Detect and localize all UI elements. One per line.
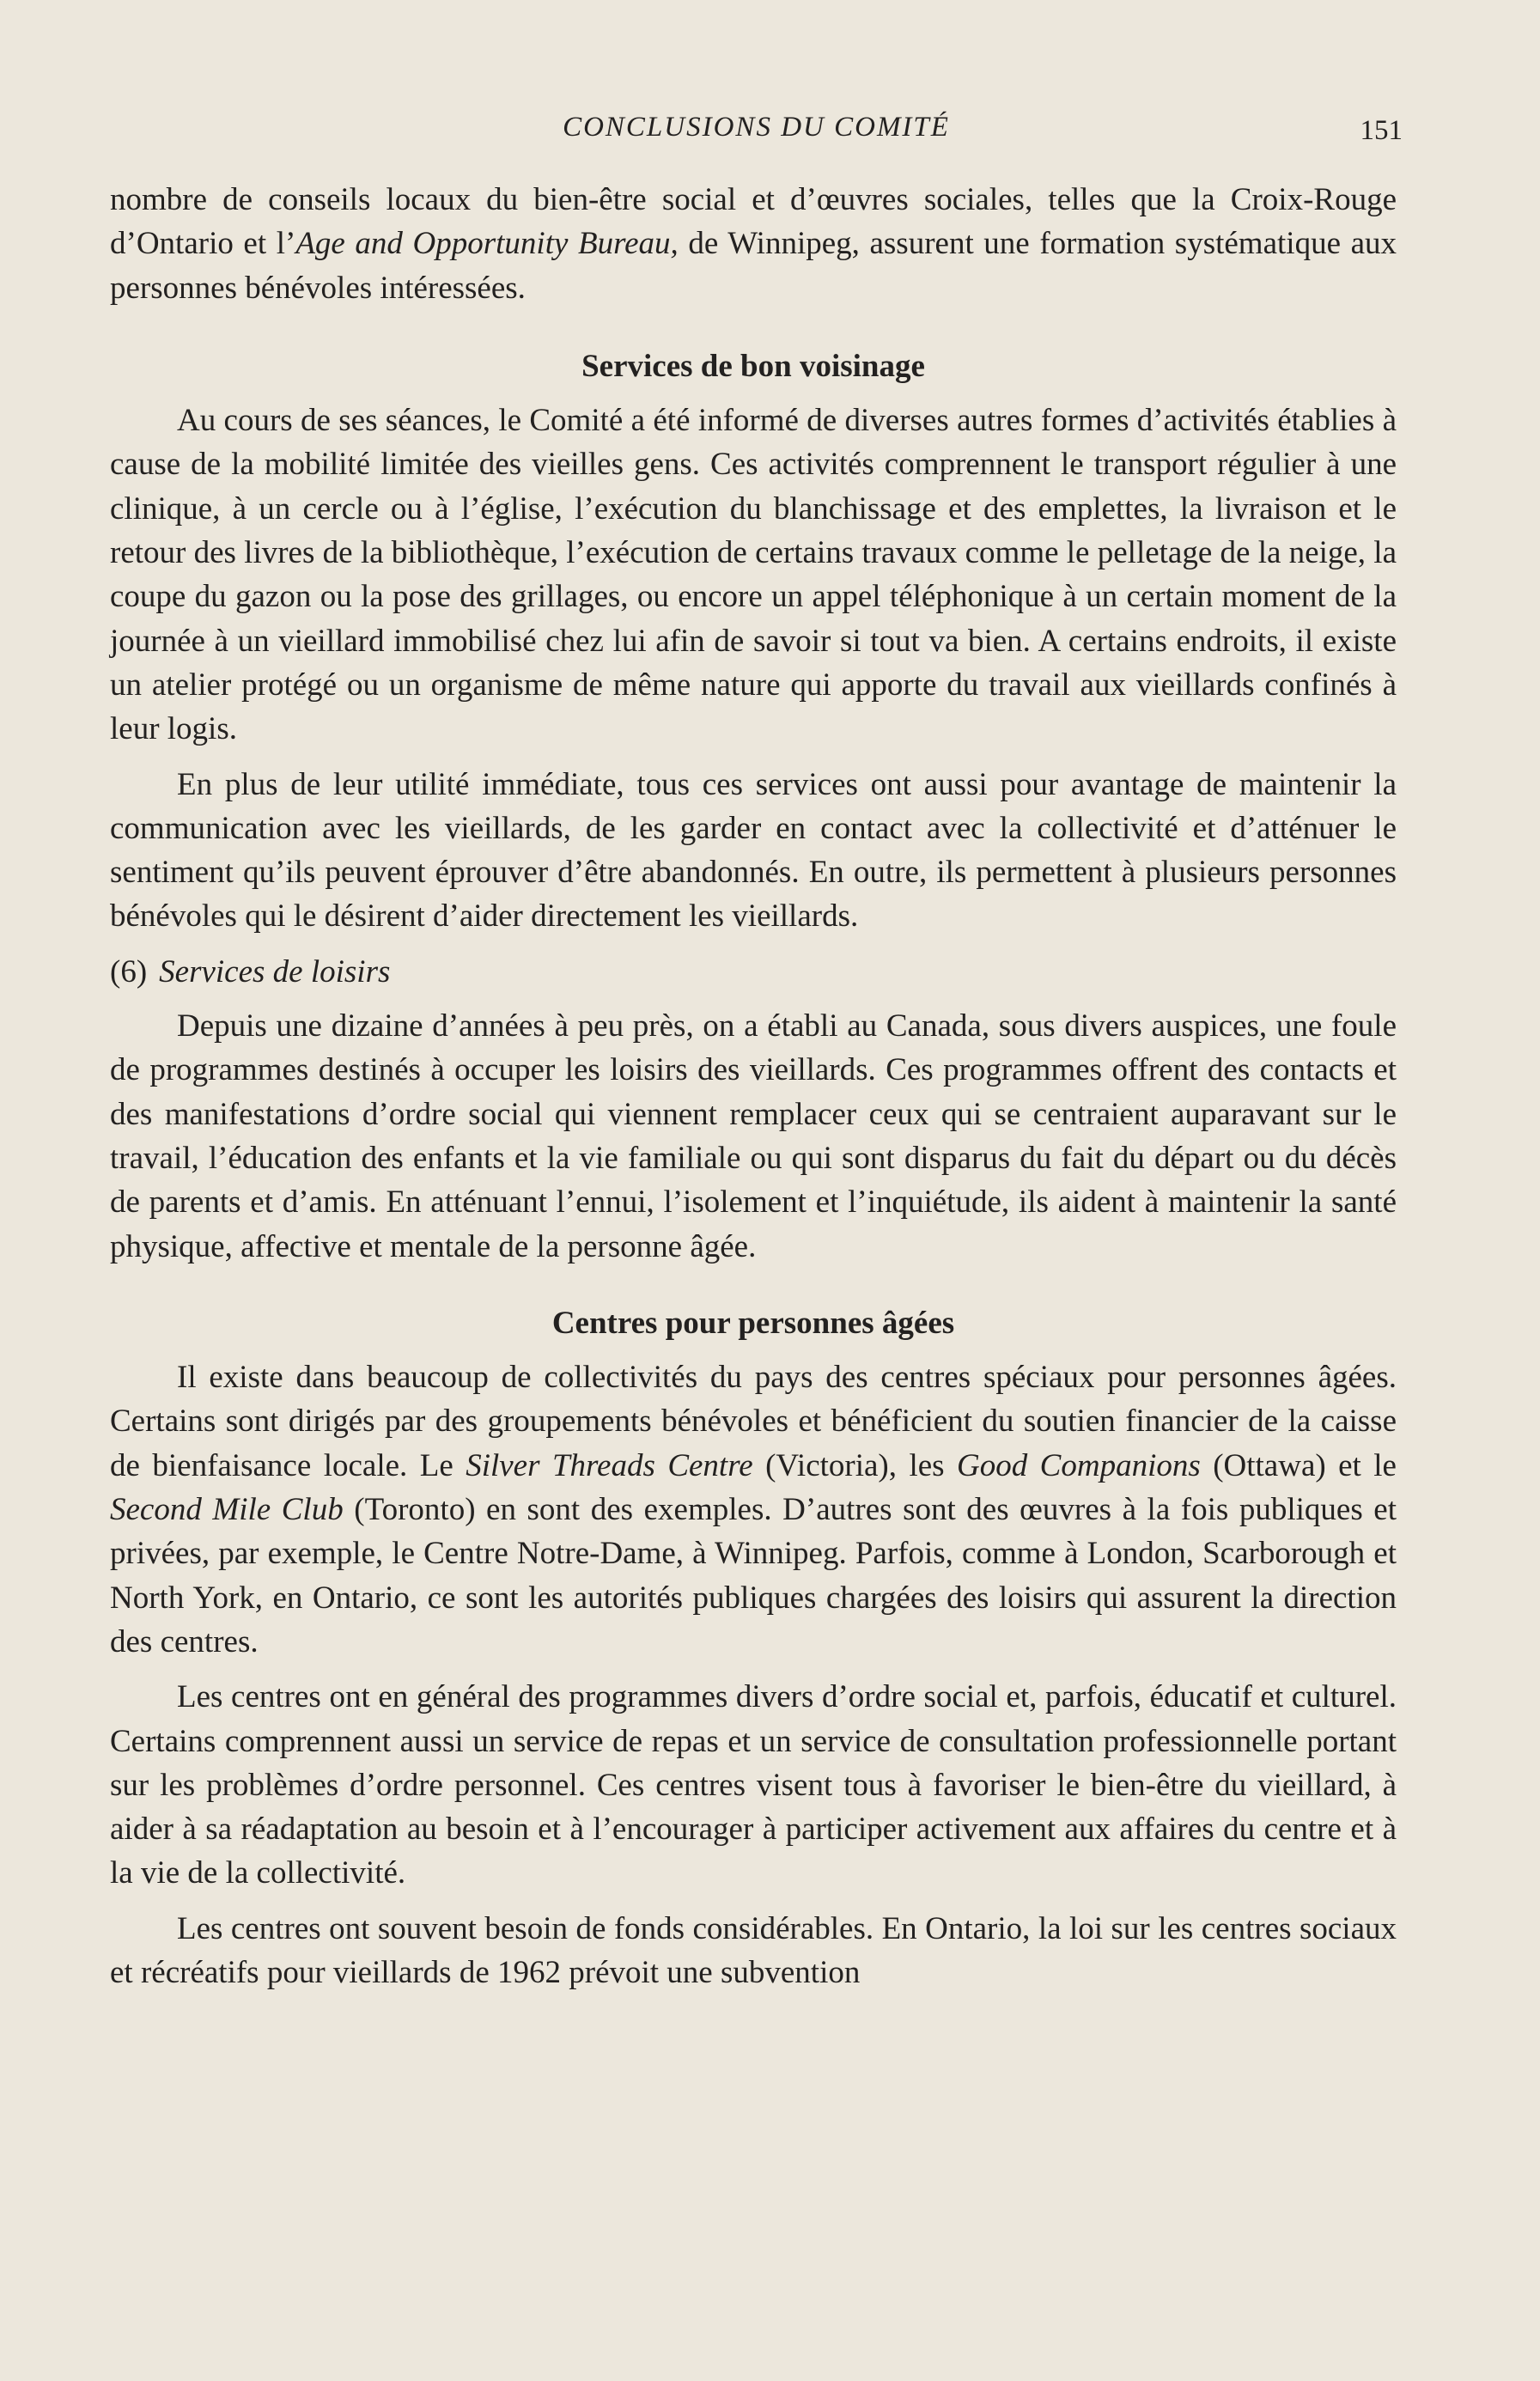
page-header xyxy=(110,107,1403,149)
organization-name: Silver Threads Centre xyxy=(466,1447,753,1483)
subsection-title: Services de loisirs xyxy=(159,953,391,990)
section-heading-centres-personnes-agees: Centres pour personnes âgées xyxy=(551,1305,955,1341)
subsection-number: (6) xyxy=(110,953,148,990)
text-run: (Toronto) en sont des exemples. D’autres sont des œuvres à la fois publiques et privées, par exemple, le Centre Notre-Dame, à Winnipeg. Parfois, comme à London, Scarborough et North York, en Ontario, ce sont les autorités publiques chargées des loisirs qui assurent la direction des centres. xyxy=(110,1492,1397,1659)
subsection-heading-loisirs xyxy=(110,950,1397,994)
section-heading-services-bon-voisinage: Services de bon voisinage xyxy=(581,348,925,384)
paragraph: Les centres ont souvent besoin de fonds considérables. En Ontario, la loi sur les centres sociaux et récréatifs pour vieillards de 1962 prévoit une subvention xyxy=(110,1910,1397,1990)
paragraph: En plus de leur utilité immédiate, tous ces services ont aussi pour avantage de maintenir la communication avec les vieillards, de les garder en contact avec la collectivité et d’atténuer le sentiment qu’ils peuvent éprouver d’être abandonnés. En outre, ils permettent à plusieurs personnes bénévoles qui le désirent d’aider directement les vieillards. xyxy=(110,766,1397,935)
text-run: de Winnipeg, assurent une formation systématique aux personnes bénévoles intéressées. xyxy=(110,226,1397,306)
paragraph: Au cours de ses séances, le Comité a été informé de diverses autres formes d’activités établies à cause de la mobilité limitée des vieilles gens. Ces activités comprennent le transport régulier à une clinique, à un cercle ou à l’église, l’exécution du blanchissage et des emplettes, la livraison et le retour des livres de la bibliothèque, l’exécution de certains travaux comme le pelletage de la neige, la coupe du gazon ou la pose des grillages, ou encore un appel téléphonique à un certain moment de la journée à un vieillard immobilisé chez lui afin de savoir si tout va bien. A certains endroits, il existe un atelier protégé ou un organisme de même nature qui apporte du travail aux vieillards confinés à leur logis. xyxy=(110,403,1397,747)
page-number: 151 xyxy=(1360,115,1403,146)
organization-name: Age and Opportunity Bureau, xyxy=(295,226,679,262)
body-text xyxy=(110,178,1397,2006)
paragraph: Les centres ont en général des programmes divers d’ordre social et, parfois, éducatif et culturel. Certains comprennent aussi un service de repas et un service de consultation professionnelle portant sur les problèmes d’ordre personnel. Ces centres visent tous à favoriser le bien-être du vieillard, à aider à sa réadaptation au besoin et à l’encourager à participer activement aux affaires du centre et à la vie de la collectivité. xyxy=(110,1679,1397,1891)
text-run: (Ottawa) et le xyxy=(1200,1447,1397,1483)
paragraph: Depuis une dizaine d’années à peu près, on a établi au Canada, sous divers auspices, une foule de programmes destinés à occuper les loisirs des vieillards. Ces programmes offrent des contacts et des manifestations d’ordre social qui viennent remplacer ceux qui se centraient auparavant sur le travail, l’éducation des enfants et la vie familiale ou qui sont disparus du fait du départ ou du décès de parents et d’amis. En atténuant l’ennui, l’isolement et l’inquiétude, ils aident à maintenir la santé physique, affective et mentale de la personne âgée. xyxy=(110,1008,1397,1264)
running-title: CONCLUSIONS DU COMITÉ xyxy=(563,112,950,143)
text-run: (Victoria), les xyxy=(752,1447,957,1483)
organization-name: Second Mile Club xyxy=(110,1492,344,1528)
paragraph-continued xyxy=(110,178,1397,310)
organization-name: Good Companions xyxy=(957,1447,1201,1483)
text-run: nombre de conseils locaux du bien-être social et d’œuvres sociales, telles que la Croix-Rouge d’Ontario et l’ xyxy=(110,182,1397,262)
text-run: Il existe dans beaucoup de collectivités du pays des centres spéciaux pour personnes âgées. Certains sont dirigés par des groupements bénévoles et bénéficient du soutien financier de la caisse de bienfaisance locale. Le xyxy=(110,1360,1397,1483)
paragraph xyxy=(110,1355,1397,1664)
